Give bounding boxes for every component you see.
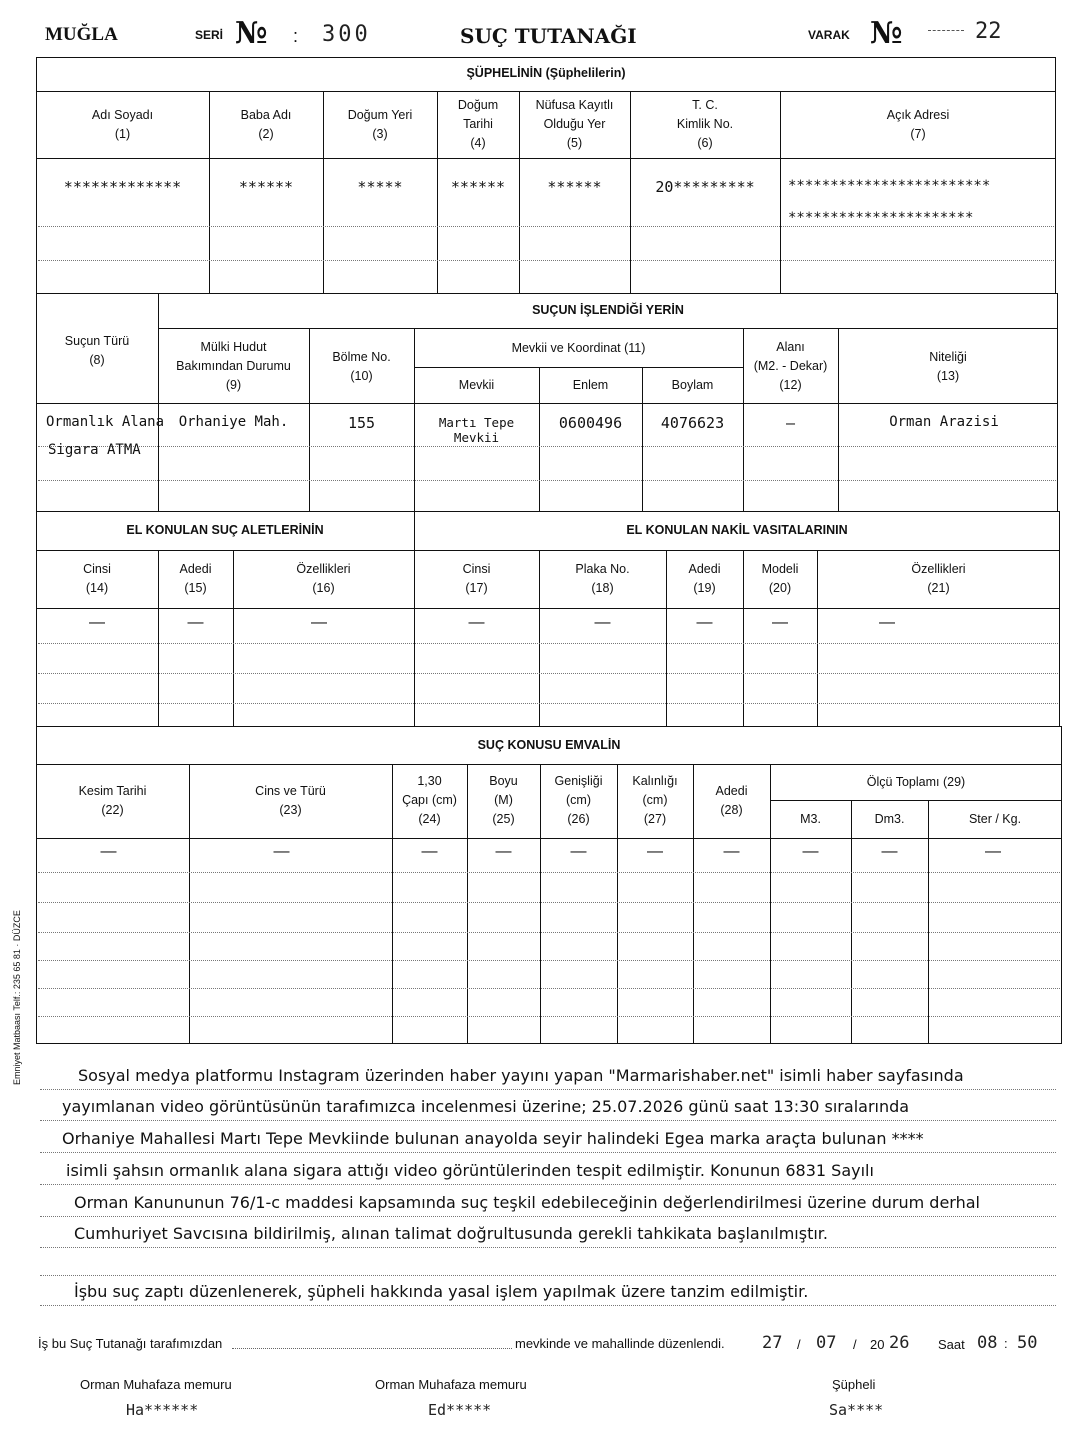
col-adedi: Adedi (28) <box>715 784 748 817</box>
rule <box>36 608 1060 609</box>
alet-ozellikleri-dash: — <box>311 614 327 631</box>
col-suc-turu: Suçun Türü (8) <box>64 334 130 367</box>
col-alet-ozellikleri: Özellikleri (16) <box>296 562 351 595</box>
signature-name: Ed***** <box>428 1401 492 1419</box>
footer-hour: 08 <box>977 1333 998 1353</box>
narrative-line: yayımlanan video görüntüsünün tarafımızca incelenmesi üzerine; 25.07.2026 günü saat 13:30 sıralarında <box>40 1095 1056 1121</box>
suspect-section-title: ŞÜPHELİNİN (Şüphelilerin) <box>466 66 626 80</box>
signature-role: Orman Muhafaza memuru <box>375 1377 527 1392</box>
col-baba-adi: Baba Adı (2) <box>240 108 292 141</box>
col-nufus: Nüfusa Kayıtlı Olduğu Yer (5) <box>535 98 614 150</box>
rule <box>36 550 1060 551</box>
narrative-line: Cumhuriyet Savcısına bildirilmiş, alınan talimat doğrultusunda gerekli tahkikata başlanılmıştır. <box>40 1222 1056 1248</box>
col-mevkii: Mevkii <box>458 378 495 392</box>
suspect-birthdate-value: ****** <box>450 178 506 196</box>
narrative-line: Orman Kanununun 76/1-c maddesi kapsamında suç teşkil edebileceğinin değerlendirilmesi üzerine durum derhal <box>40 1191 1056 1217</box>
rule <box>414 367 743 368</box>
narrative-line <box>40 1250 1056 1276</box>
boylam-value: 4076623 <box>660 414 725 432</box>
mevkii-value: Martı Tepe Mevkii <box>438 415 515 445</box>
alet-adedi-dash: — <box>187 614 204 631</box>
goods-title: SUÇ KONUSU EMVALİN <box>477 738 621 752</box>
rule <box>36 91 1056 92</box>
signature-role: Orman Muhafaza memuru <box>80 1377 232 1392</box>
suspect-name-value: ************* <box>63 178 182 196</box>
form-title: SUÇ TUTANAĞI <box>460 24 637 48</box>
kesim-dash: — <box>100 843 117 860</box>
suspect-tc-value: 20********* <box>655 178 755 196</box>
enlem-value: 0600496 <box>558 414 623 432</box>
modeli-dash: — <box>772 614 788 631</box>
suspect-frame <box>36 57 1056 294</box>
col-plaka: Plaka No. (18) <box>575 562 630 595</box>
signature-name: Sa**** <box>829 1401 884 1419</box>
suspect-address-line1: ************************ <box>788 178 991 194</box>
suspect-birthplace-value: ***** <box>357 178 403 196</box>
rule <box>36 403 1058 404</box>
col-divider <box>851 800 852 1044</box>
footer-sep: / <box>853 1337 857 1352</box>
col-acik-adres: Açık Adresi (7) <box>886 108 950 141</box>
narrative-line: İşbu suç zaptı düzenlenerek, şüpheli hakkında yasal işlem yapılmak üzere tanzim edilmiştir. <box>40 1280 1056 1306</box>
footer-year-suffix: 26 <box>889 1333 910 1353</box>
dotted-line <box>38 673 1058 674</box>
col-dm3: Dm3. <box>874 812 905 826</box>
col-kesim-tarihi: Kesim Tarihi (22) <box>78 784 147 817</box>
adedi-dash: — <box>723 843 740 860</box>
signature-role: Şüpheli <box>832 1377 876 1392</box>
seri-separator: : <box>293 26 299 46</box>
alani-value: — <box>785 414 796 432</box>
m3-dash: — <box>802 843 819 860</box>
tools-title: EL KONULAN SUÇ ALETLERİNİN <box>126 523 324 537</box>
col-m3: M3. <box>800 812 821 826</box>
crime-type-line1: Ormanlık Alana <box>46 414 165 430</box>
footer-day: 27 <box>762 1333 783 1353</box>
col-tc: T. C. Kimlik No. (6) <box>676 98 734 150</box>
mulki-value: Orhaniye Mah. <box>178 414 289 430</box>
col-cins-turu: Cins ve Türü (23) <box>255 784 326 817</box>
arac-cinsi-dash: — <box>468 614 485 631</box>
cins-dash: — <box>273 843 290 860</box>
col-alet-adedi: Adedi (15) <box>179 562 212 595</box>
suspect-registry-value: ****** <box>547 178 602 196</box>
footer-prefix: İş bu Suç Tutanağı tarafımızdan <box>38 1336 223 1351</box>
col-divider <box>928 800 929 1044</box>
ster-dash: — <box>985 843 1001 860</box>
dotted-line <box>38 226 1054 227</box>
narrative-line: Sosyal medya platformu Instagram üzerinden haber yayını yapan "Marmarishaber.net" isimli haber sayfasında <box>40 1064 1056 1090</box>
printer-imprint: Emniyet Matbaası Telf.: 235 65 81 · DÜZCE <box>12 910 22 1085</box>
city-name: MUĞLA <box>45 24 118 45</box>
col-boyu: Boyu (M) (25) <box>489 774 518 826</box>
dotted-line <box>38 260 1054 261</box>
footer-sep: / <box>797 1337 801 1352</box>
footer-year-prefix: 20 <box>870 1337 885 1352</box>
vehicles-title: EL KONULAN NAKİL VASITALARININ <box>626 523 848 537</box>
col-arac-ozellikleri: Özellikleri (21) <box>911 562 966 595</box>
footer-minute: 50 <box>1017 1333 1038 1353</box>
col-mevkii-koordinat: Mevkii ve Koordinat (11) <box>511 341 646 355</box>
suspect-address-line2: ********************** <box>788 210 974 226</box>
rule <box>158 328 1058 329</box>
col-modeli: Modeli (20) <box>761 562 799 595</box>
dotted-line <box>38 643 1058 644</box>
col-kalinligi: Kalınlığı (cm) (27) <box>632 774 678 826</box>
arac-adedi-dash: — <box>696 614 713 631</box>
footer-colon: : <box>1004 1336 1008 1351</box>
varak-dotline <box>928 30 964 31</box>
col-adi-soyadi: Adı Soyadı (1) <box>91 108 154 141</box>
footer-middle: mevkinde ve mahallinde düzenlendi. <box>515 1336 725 1351</box>
narrative-line: isimli şahsın ormanlık alana sigara attığı video görüntülerinden tespit edilmiştir. Konunun 6831 Sayılı <box>40 1159 1056 1185</box>
footer-saat-label: Saat <box>938 1337 965 1352</box>
dotted-line <box>38 932 1060 933</box>
col-olcu-toplami: Ölçü Toplamı (29) <box>866 775 966 789</box>
genislik-dash: — <box>570 843 587 860</box>
rule <box>770 800 1062 801</box>
footer-dotline <box>232 1348 512 1349</box>
col-dogum-yeri: Doğum Yeri (3) <box>347 108 413 141</box>
dm3-dash: — <box>881 843 898 860</box>
varak-number-symbol: № <box>870 16 903 51</box>
col-cap: 1,30 Çapı (cm) (24) <box>402 774 457 826</box>
col-arac-adedi: Adedi (19) <box>688 562 721 595</box>
crime-type-line2: Sigara ATMA <box>48 442 141 458</box>
crime-place-title: SUÇUN İŞLENDİĞİ YERİN <box>532 303 684 317</box>
dotted-line <box>38 872 1060 873</box>
col-divider <box>770 764 771 1044</box>
col-alet-cinsi: Cinsi (14) <box>83 562 111 595</box>
bolme-value: 155 <box>347 414 376 432</box>
dotted-line <box>38 480 1056 481</box>
col-genisligi: Genişliği (cm) (26) <box>554 774 603 826</box>
dotted-line <box>38 703 1058 704</box>
arac-ozellikleri-dash: — <box>879 614 895 631</box>
col-dogum-tarihi: Doğum Tarihi (4) <box>457 98 499 150</box>
rule <box>36 158 1056 159</box>
suspect-father-value: ****** <box>238 178 294 196</box>
varak-label: VARAK <box>808 28 850 42</box>
seri-value: 300 <box>322 22 371 47</box>
alet-cinsi-dash: — <box>89 614 105 631</box>
kalinlik-dash: — <box>647 843 663 860</box>
dotted-line <box>38 902 1060 903</box>
col-alani: Alanı (M2. - Dekar) (12) <box>753 340 828 392</box>
dotted-line <box>38 988 1060 989</box>
seri-label: SERİ <box>195 28 224 42</box>
dotted-line <box>38 1016 1060 1017</box>
plaka-dash: — <box>594 614 611 631</box>
col-enlem: Enlem <box>572 378 609 392</box>
col-ster: Ster / Kg. <box>968 812 1022 826</box>
narrative-line: Orhaniye Mahallesi Martı Tepe Mevkiinde bulunan anayolda seyir halindeki Egea marka araçta bulunan **** <box>40 1127 1056 1153</box>
cap-dash: — <box>421 843 438 860</box>
col-boylam: Boylam <box>671 378 714 392</box>
seri-number-symbol: № <box>235 16 268 51</box>
col-niteligi: Niteliği (13) <box>929 350 967 383</box>
col-bolme-no: Bölme No. (10) <box>332 350 391 383</box>
col-mulki-hudut: Mülki Hudut Bakımından Durumu (9) <box>176 340 291 392</box>
varak-value: 22 <box>975 19 1002 44</box>
col-arac-cinsi: Cinsi (17) <box>462 562 491 595</box>
footer-month: 07 <box>816 1333 837 1353</box>
dotted-line <box>38 960 1060 961</box>
signature-name: Ha****** <box>126 1401 199 1419</box>
boyu-dash: — <box>495 843 512 860</box>
niteligi-value: Orman Arazisi <box>889 414 999 430</box>
dotted-line <box>38 446 1056 447</box>
